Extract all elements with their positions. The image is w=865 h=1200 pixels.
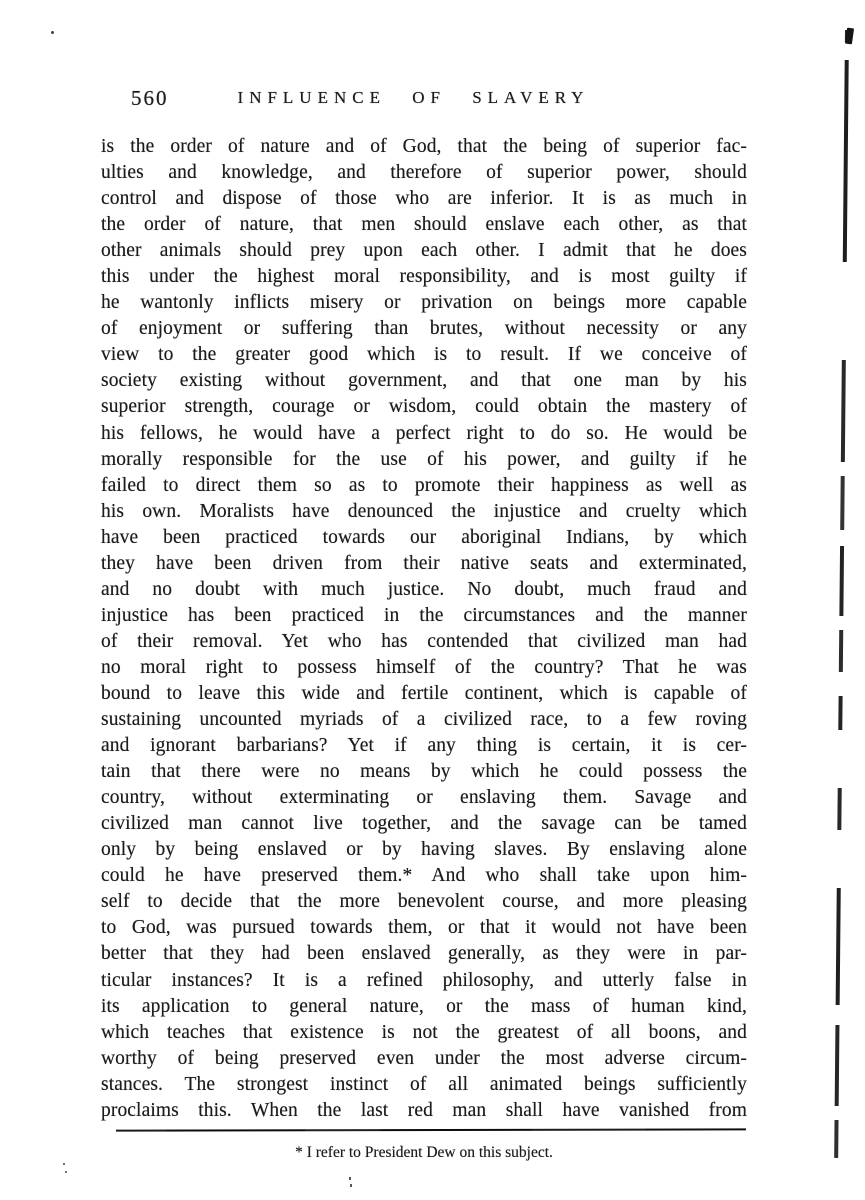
text-line: sustaining uncounted myriads of a civilized race, to a few roving [101,709,747,731]
text-line: better that they had been enslaved generally, as they were in par- [101,943,747,965]
scan-edge-artifact [834,30,849,1158]
text-line: only by being enslaved or by having slaves. By enslaving alone [101,839,747,861]
scan-speck [51,31,54,34]
text-line: this under the highest moral responsibility, and is most guilty if [101,266,747,288]
scan-ink-blob [845,28,854,45]
text-line: superior strength, courage or wisdom, could obtain the mastery of [101,396,747,418]
page-number: 560 [131,86,169,110]
text-line: ulties and knowledge, and therefore of superior power, should [101,162,747,184]
text-line: to God, was pursued towards them, or that it would not have been [101,917,747,939]
text-line: stances. The strongest instinct of all animated beings sufficiently [101,1073,747,1095]
text-line: and ignorant barbarians? Yet if any thing is certain, it is cer- [101,735,747,757]
text-line: which teaches that existence is not the greatest of all boons, and [101,1021,747,1043]
text-line: could he have preserved them.* And who shall take upon him- [101,865,747,887]
text-line: have been practiced towards our aboriginal Indians, by which [101,526,747,548]
text-line: he wantonly inflicts misery or privation on beings more capable [101,292,747,314]
text-line: and no doubt with much justice. No doubt, much fraud and [101,578,747,600]
text-line: view to the greater good which is to result. If we conceive of [101,344,747,366]
body-text [101,134,747,1124]
running-title: INFLUENCE OF SLAVERY [237,88,590,107]
text-line: is the order of nature and of God, that the being of superior fac- [101,136,747,157]
text-line: no moral right to possess himself of the country? That he was [101,656,747,678]
text-line: country, without exterminating or enslaving them. Savage and [101,787,747,809]
text-line: civilized man cannot live together, and the savage can be tamed [101,813,747,835]
scan-speck [349,1177,351,1180]
scan-speck [63,1163,65,1165]
text-line: its application to general nature, or the mass of human kind, [101,995,747,1017]
page-header [0,84,865,112]
text-line: other animals should prey upon each other. I admit that he does [101,240,747,262]
text-line: of enjoyment or suffering than brutes, without necessity or any [101,318,747,340]
footnote: * I refer to President Dew on this subject. [295,1144,553,1161]
text-line: ticular instances? It is a refined philosophy, and utterly false in [101,969,747,991]
footnote-rule [116,1128,746,1131]
text-line: of their removal. Yet who has contended that civilized man had [101,630,747,652]
text-line: tain that there were no means by which he could possess the [101,761,747,783]
text-line: worthy of being preserved even under the most adverse circum- [101,1047,747,1069]
text-line: his own. Moralists have denounced the injustice and cruelty which [101,500,747,522]
text-line: the order of nature, that men should enslave each other, as that [101,214,747,236]
text-line: self to decide that the more benevolent course, and more pleasing [101,891,747,913]
text-line: morally responsible for the use of his power, and guilty if he [101,448,747,470]
text-line: his fellows, he would have a perfect right to do so. He would be [101,422,747,444]
text-line: bound to leave this wide and fertile continent, which is capable of [101,682,747,704]
text-line: control and dispose of those who are inferior. It is as much in [101,188,747,210]
text-line: injustice has been practiced in the circumstances and the manner [101,604,747,626]
text-line: they have been driven from their native seats and exterminated, [101,552,747,574]
text-line: society existing without government, and that one man by his [101,370,747,392]
text-line: failed to direct them so as to promote their happiness as well as [101,474,747,496]
text-line: proclaims this. When the last red man shall have vanished from [101,1099,747,1121]
